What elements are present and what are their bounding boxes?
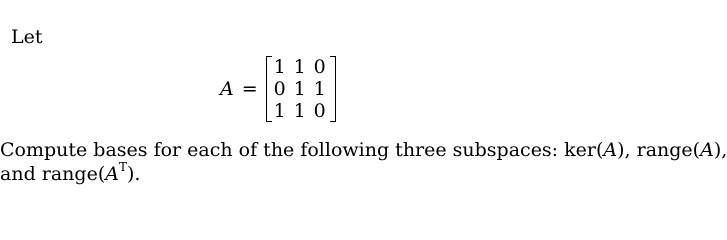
line1-suffix: ),: [713, 139, 727, 161]
line1-prefix: Compute bases for each of the following three subspaces: ker(: [0, 139, 604, 161]
problem-statement: [0, 138, 727, 186]
equation-lhs: [220, 78, 258, 100]
line1-var-a: A: [603, 139, 618, 161]
equals-sign: =: [241, 78, 258, 100]
matrix-entry-r2c1: 0: [273, 78, 286, 100]
line2-var-a: A: [105, 163, 119, 185]
matrix-entry-r1c2: 1: [293, 56, 306, 78]
line1-mid: ), range(: [617, 139, 701, 161]
matrix-entry-r1c1: 1: [273, 56, 286, 78]
matrix-entry-r3c1: 1: [273, 100, 286, 122]
matrix-entry-r1c3: 0: [313, 56, 326, 78]
problem-line-2: [0, 159, 665, 186]
matrix-entry-r3c3: 0: [313, 100, 326, 122]
left-bracket: [266, 56, 272, 122]
matrix-entry-r2c3: 1: [313, 78, 326, 100]
matrix-a: [266, 56, 336, 122]
right-bracket: [330, 56, 336, 122]
line2-suffix: ).: [126, 163, 141, 185]
line1-var-a-2: A: [700, 139, 714, 161]
matrix-grid: [274, 56, 330, 122]
intro-text: Let: [11, 26, 43, 48]
matrix-equation: [220, 56, 336, 122]
matrix-variable: A: [220, 78, 234, 100]
matrix-entry-r2c2: 1: [293, 78, 306, 100]
line2-prefix: and range(: [0, 163, 106, 185]
transpose-superscript: T: [118, 159, 127, 174]
matrix-entry-r3c2: 1: [293, 100, 306, 122]
problem-line-1: [0, 138, 727, 162]
